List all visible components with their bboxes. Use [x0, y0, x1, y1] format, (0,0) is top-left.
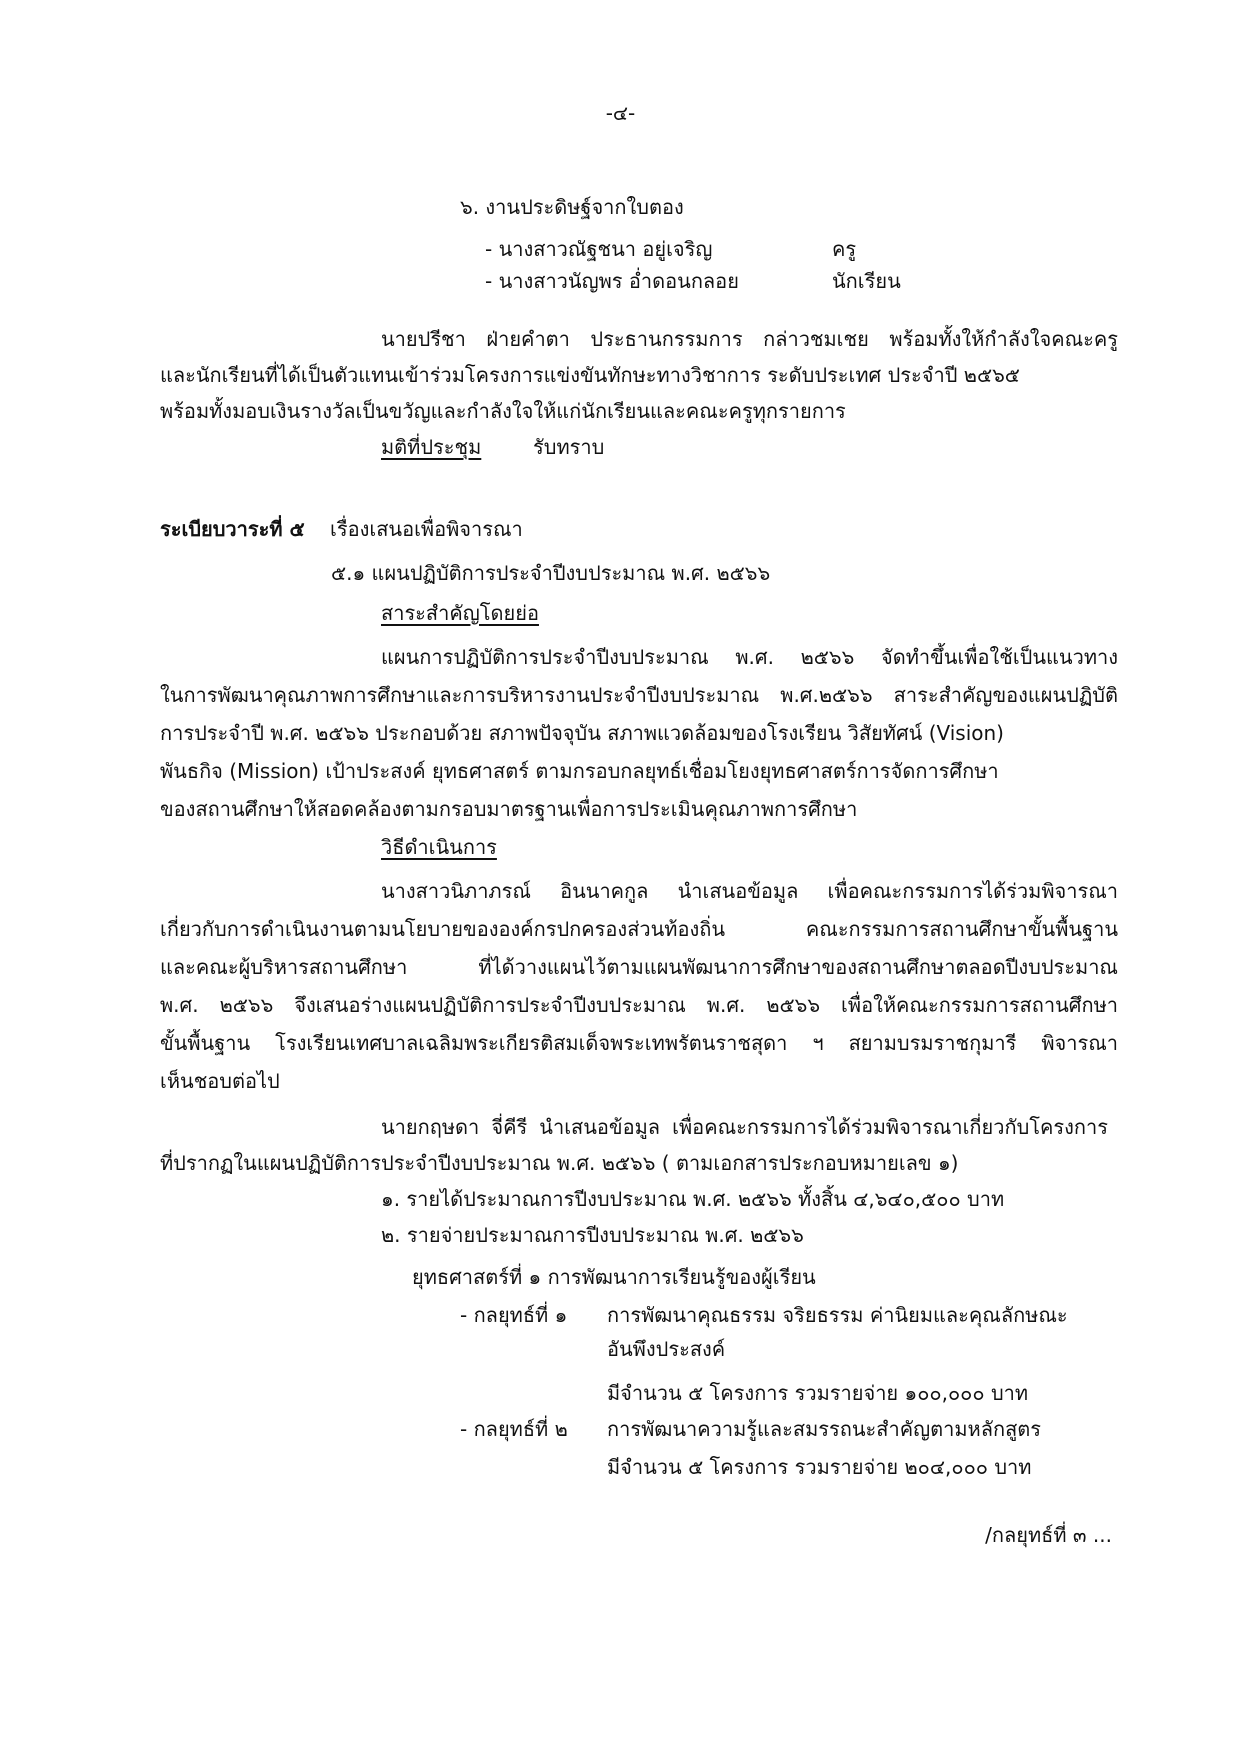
method-line: เห็นชอบต่อไป	[160, 1069, 280, 1093]
tactic-desc: การพัฒนาความรู้และสมรรถนะสำคัญตามหลักสูตร	[607, 1417, 1042, 1441]
page-number: -๔-	[605, 101, 636, 125]
method-line: เกี่ยวกับการดำเนินงานตามนโยบายขององค์กรปกครองส่วนท้องถิ่น คณะกรรมการสถานศึกษาขั้นพื้นฐาน	[160, 917, 1118, 941]
summary-line: พันธกิจ (Mission) เป้าประสงค์ ยุทธศาสตร์ ตามกรอบกลยุทธ์เชื่อมโยงยุทธศาสตร์การจัดการศึกษา	[160, 759, 999, 783]
expense-line: ๒. รายจ่ายประมาณการปีงบประมาณ พ.ศ. ๒๕๖๖	[381, 1223, 804, 1247]
tactic-total: มีจำนวน ๕ โครงการ รวมรายจ่าย ๒๐๔,๐๐๐ บาท	[607, 1455, 1032, 1479]
krit-line: ที่ปรากฏในแผนปฏิบัติการประจำปีงบประมาณ พ.ศ. ๒๕๖๖ ( ตามเอกสารประกอบหมายเลข ๑)	[160, 1151, 959, 1175]
method-line: และคณะผู้บริหารสถานศึกษา ที่ได้วางแผนไว้ตามแผนพัฒนาการศึกษาของสถานศึกษาตลอดปีงบประมาณ	[160, 955, 1118, 979]
tactic-desc: อันพึงประสงค์	[607, 1337, 726, 1361]
tactic-label: - กลยุทธ์ที่ ๑	[460, 1303, 568, 1327]
summary-line: แผนการปฏิบัติการประจำปีงบประมาณ พ.ศ. ๒๕๖๖ จัดทำขึ้นเพื่อใช้เป็นแนวทาง	[381, 645, 1118, 669]
method-heading: วิธีดำเนินการ	[381, 835, 497, 859]
method-line: พ.ศ. ๒๕๖๖ จึงเสนอร่างแผนปฏิบัติการประจำปีงบประมาณ พ.ศ. ๒๕๖๖ เพื่อให้คณะกรรมการสถานศึกษา	[160, 993, 1118, 1017]
resolution-value: รับทราบ	[533, 435, 605, 459]
strategy-1: ยุทธศาสตร์ที่ ๑ การพัฒนาการเรียนรู้ของผู้เรียน	[412, 1265, 816, 1289]
income-line: ๑. รายได้ประมาณการปีงบประมาณ พ.ศ. ๒๕๖๖ ทั้งสิ้น ๔,๖๔๐,๕๐๐ บาท	[381, 1187, 1005, 1211]
summary-line: ในการพัฒนาคุณภาพการศึกษาและการบริหารงานประจำปีงบประมาณ พ.ศ.๒๕๖๖ สาระสำคัญของแผนปฏิบัติ	[160, 683, 1118, 707]
item6-person-role: ครู	[832, 237, 857, 261]
krit-line: นายกฤษดา จี่คีรี นำเสนอข้อมูล เพื่อคณะกรรมการได้ร่วมพิจารณาเกี่ยวกับโครงการ	[381, 1115, 1108, 1139]
item6-person-name: - นางสาวณัฐชนา อยู่เจริญ	[485, 237, 713, 261]
item-5-1-heading: ๕.๑ แผนปฏิบัติการประจำปีงบประมาณ พ.ศ. ๒๕๖๖	[331, 561, 771, 585]
method-line: ขั้นพื้นฐาน โรงเรียนเทศบาลเฉลิมพระเกียรติสมเด็จพระเทพรัตนราชสุดา ฯ สยามบรมราชกุมารี พิจารณา	[160, 1031, 1118, 1055]
chair-statement-line: นายปรีชา ฝ่ายคำตา ประธานกรรมการ กล่าวชมเชย พร้อมทั้งให้กำลังใจคณะครู	[381, 327, 1118, 351]
summary-line: ของสถานศึกษาให้สอดคล้องตามกรอบมาตรฐานเพื่อการประเมินคุณภาพการศึกษา	[160, 797, 858, 821]
item6-person-name: - นางสาวนัญพร อ่ำดอนกลอย	[485, 269, 739, 293]
item6-title: ๖. งานประดิษฐ์จากใบตอง	[460, 195, 684, 219]
agenda-5-title: เรื่องเสนอเพื่อพิจารณา	[330, 517, 523, 541]
resolution-label: มติที่ประชุม	[381, 435, 482, 459]
continuation-note: /กลยุทธ์ที่ ๓ ...	[985, 1523, 1112, 1547]
summary-line: การประจำปี พ.ศ. ๒๕๖๖ ประกอบด้วย สภาพปัจจุบัน สภาพแวดล้อมของโรงเรียน วิสัยทัศน์ (Vision)	[160, 721, 1004, 745]
agenda-5-label: ระเบียบวาระที่ ๕	[160, 517, 305, 541]
tactic-total: มีจำนวน ๕ โครงการ รวมรายจ่าย ๑๐๐,๐๐๐ บาท	[607, 1381, 1029, 1405]
tactic-label: - กลยุทธ์ที่ ๒	[460, 1417, 568, 1441]
tactic-desc: การพัฒนาคุณธรรม จริยธรรม ค่านิยมและคุณลักษณะ	[607, 1303, 1068, 1327]
summary-heading: สาระสำคัญโดยย่อ	[381, 601, 539, 625]
item6-person-role: นักเรียน	[832, 269, 901, 293]
chair-statement-line: และนักเรียนที่ได้เป็นตัวแทนเข้าร่วมโครงการแข่งขันทักษะทางวิชาการ ระดับประเทศ ประจำปี ๒๕๖๕	[160, 363, 1020, 387]
chair-statement-line: พร้อมทั้งมอบเงินรางวัลเป็นขวัญและกำลังใจให้แก่นักเรียนและคณะครูทุกรายการ	[160, 399, 846, 423]
method-line: นางสาวนิภาภรณ์ อินนาคกูล นำเสนอข้อมูล เพื่อคณะกรรมการได้ร่วมพิจารณา	[381, 879, 1118, 903]
